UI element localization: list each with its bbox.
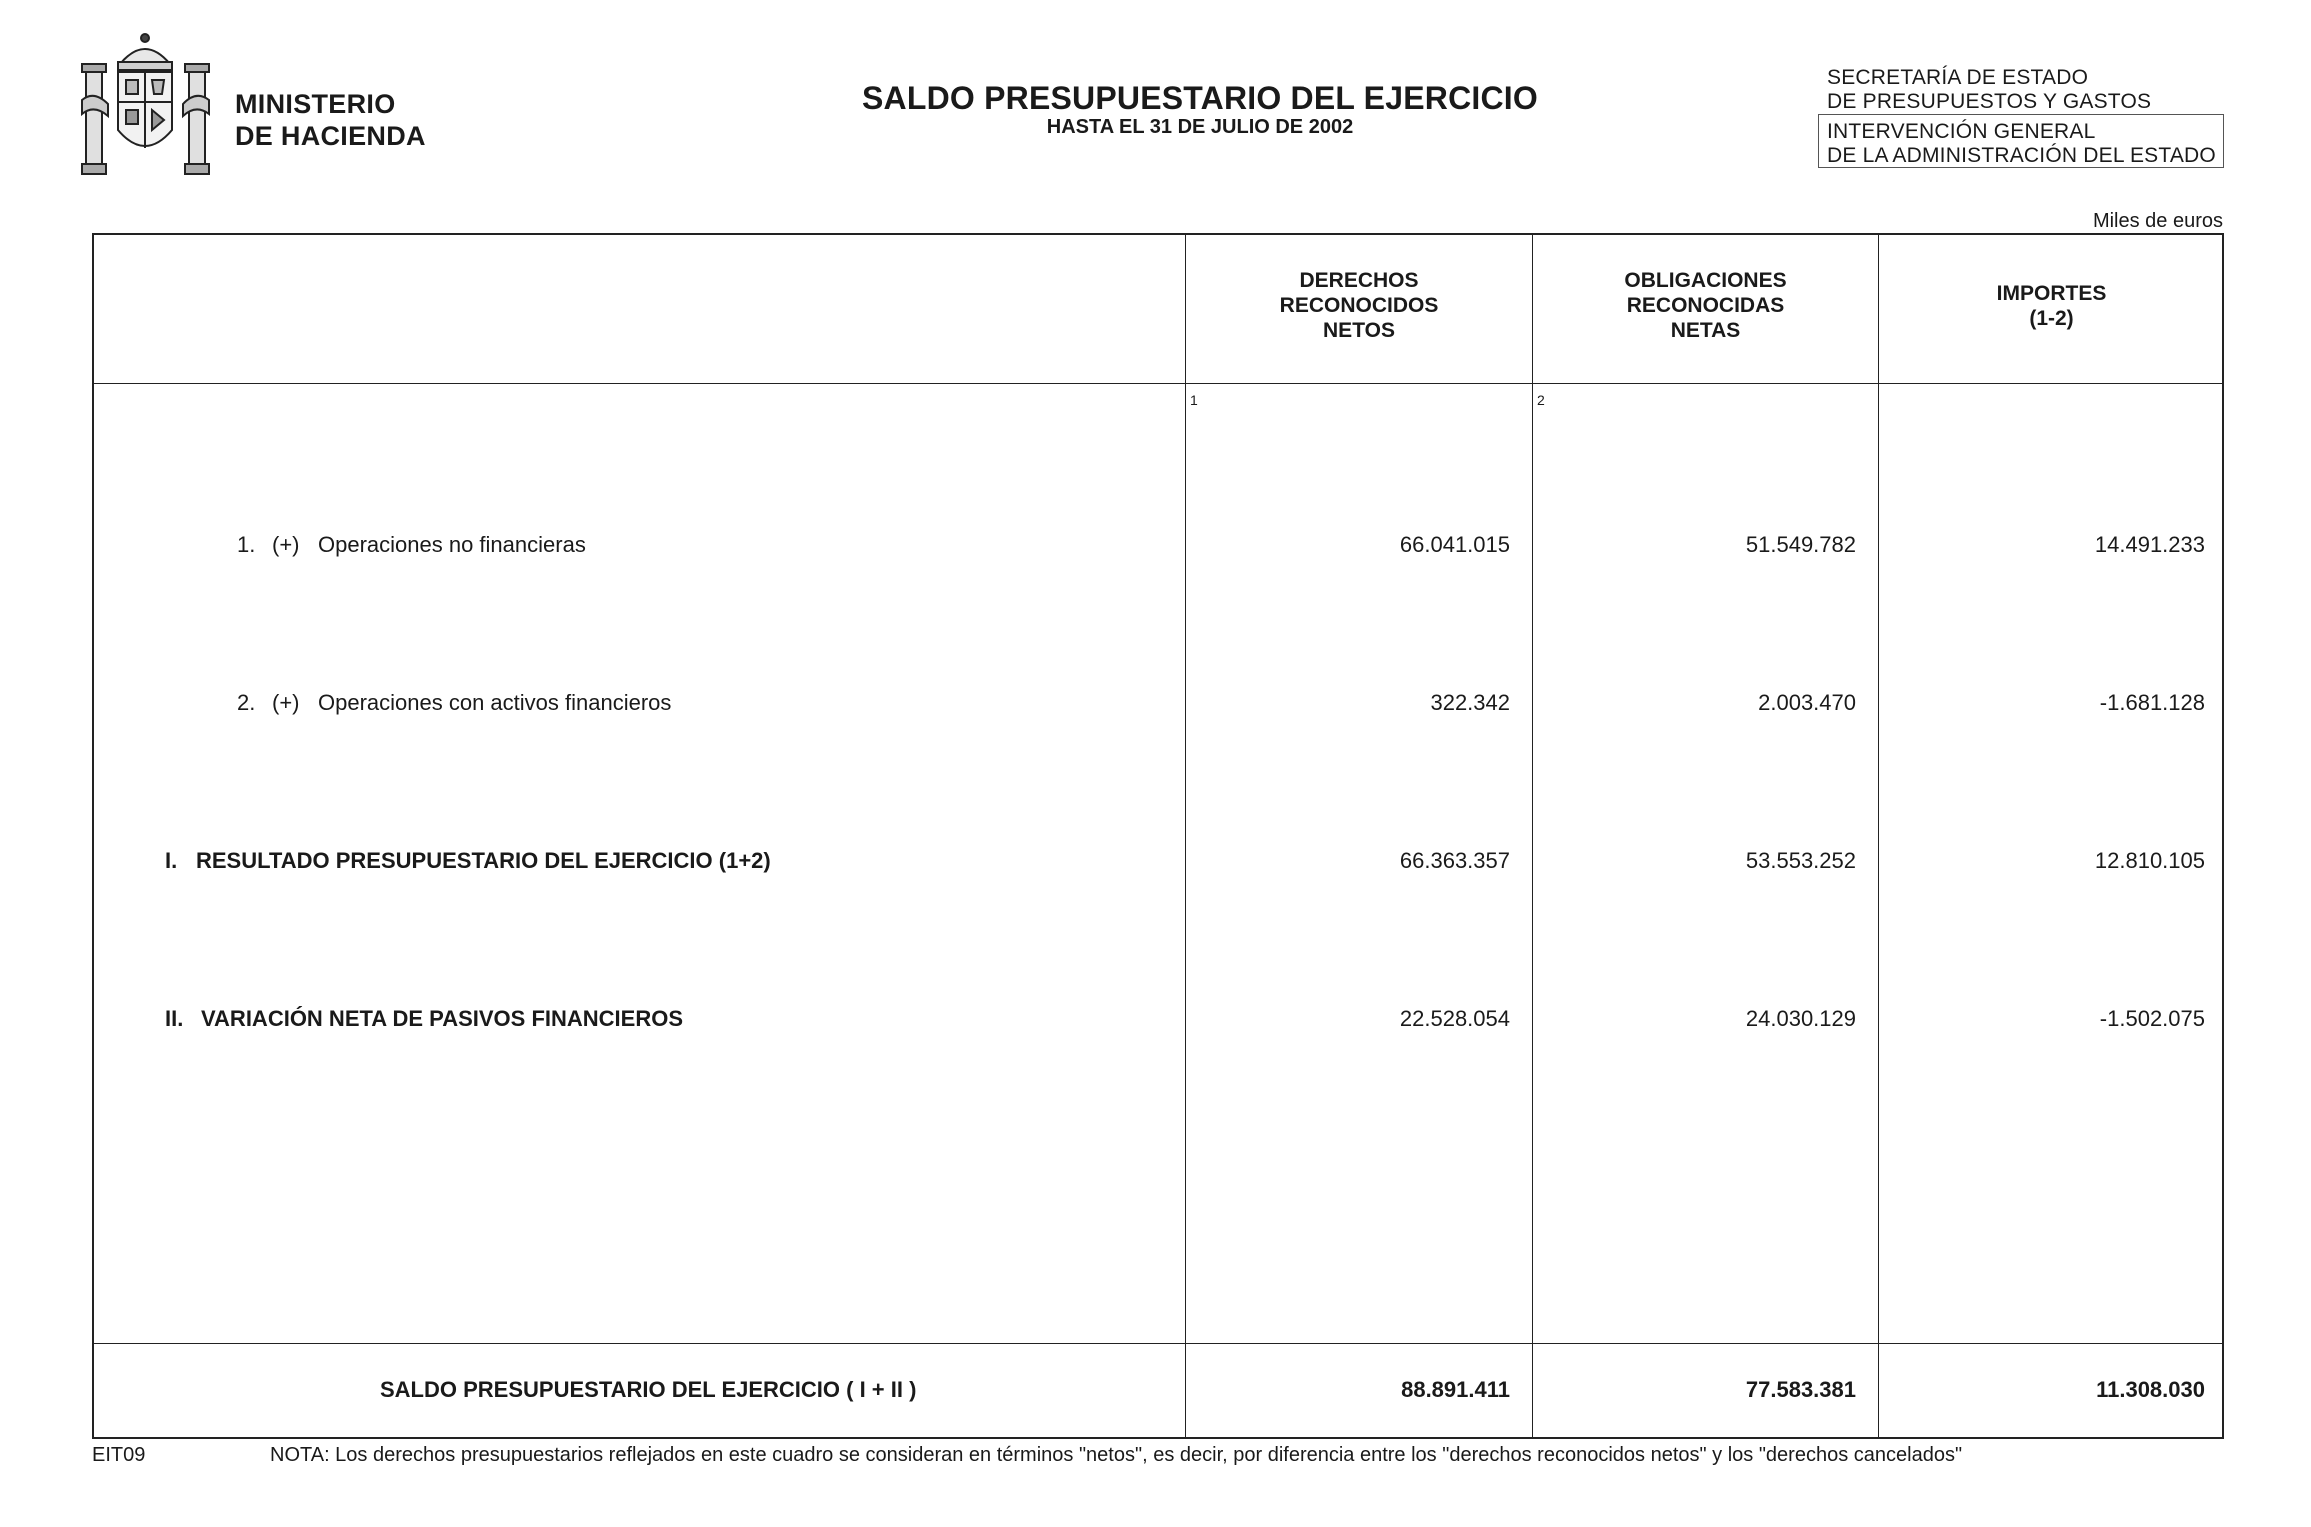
secretaria-line-2: DE PRESUPUESTOS Y GASTOS [1827, 90, 2152, 113]
row-2-obligaciones: 2.003.470 [1758, 690, 1856, 715]
row-ii-index: II. [165, 1006, 184, 1031]
column-header-obligaciones: OBLIGACIONES RECONOCIDAS NETAS [1624, 269, 1787, 342]
column-header-importes: IMPORTES (1-2) [1996, 282, 2107, 330]
total-label: SALDO PRESUPUESTARIO DEL EJERCICIO ( I + II ) [380, 1377, 917, 1402]
coat-of-arms-icon [78, 30, 213, 182]
total-importes: 11.308.030 [2096, 1377, 2205, 1402]
row-ii-importes: -1.502.075 [2099, 1006, 2205, 1031]
total-derechos: 88.891.411 [1401, 1377, 1510, 1402]
column-divider [1878, 233, 1879, 1439]
page-subtitle: HASTA EL 31 DE JULIO DE 2002 [1046, 116, 1354, 138]
column-header-derechos: DERECHOS RECONOCIDOS NETOS [1279, 269, 1439, 342]
row-i-importes: 12.810.105 [2094, 848, 2205, 873]
ministry-line-2: DE HACIENDA [235, 121, 426, 151]
budget-table [92, 233, 2224, 1439]
secretaria-block [1827, 66, 2151, 114]
row-1-sign: (+) [272, 532, 300, 557]
row-2-sign: (+) [272, 690, 300, 715]
column-number-2: 2 [1537, 392, 1545, 408]
row-1-derechos: 66.041.015 [1399, 532, 1510, 557]
column-divider [1532, 233, 1533, 1439]
row-ii-obligaciones: 24.030.129 [1745, 1006, 1856, 1031]
document-code: EIT09 [92, 1444, 146, 1466]
units-label: Miles de euros [2092, 210, 2223, 232]
row-ii-derechos: 22.528.054 [1399, 1006, 1510, 1031]
row-2-label: Operaciones con activos financieros [318, 690, 672, 715]
row-1-importes: 14.491.233 [2094, 532, 2205, 557]
column-number-1: 1 [1190, 392, 1198, 408]
intervencion-line-1: INTERVENCIÓN GENERAL [1827, 120, 2096, 143]
ministry-name [235, 88, 426, 152]
footnote: NOTA: Los derechos presupuestarios reflejados en este cuadro se consideran en términos "netos", es decir, por diferencia entre los "derechos reconocidos netos" y los "derechos cancelados" [270, 1444, 1963, 1466]
row-1-label: Operaciones no financieras [318, 532, 586, 557]
row-ii-label: VARIACIÓN NETA DE PASIVOS FINANCIEROS [201, 1006, 684, 1031]
column-divider [1185, 233, 1186, 1439]
total-divider [92, 1343, 2224, 1344]
row-2-index: 2. [237, 690, 256, 715]
row-i-obligaciones: 53.553.252 [1745, 848, 1856, 873]
row-1-obligaciones: 51.549.782 [1745, 532, 1856, 557]
secretaria-line-1: SECRETARÍA DE ESTADO [1827, 66, 2089, 89]
row-1-index: 1. [237, 532, 256, 557]
row-i-label: RESULTADO PRESUPUESTARIO DEL EJERCICIO (1+2) [196, 848, 771, 873]
header-divider [92, 383, 2224, 384]
ministry-line-1: MINISTERIO [235, 89, 396, 119]
total-obligaciones: 77.583.381 [1745, 1377, 1856, 1402]
intervencion-line-2: DE LA ADMINISTRACIÓN DEL ESTADO [1827, 144, 2216, 167]
row-2-importes: -1.681.128 [2099, 690, 2205, 715]
row-2-derechos: 322.342 [1430, 690, 1510, 715]
intervencion-box [1818, 114, 2224, 168]
row-i-index: I. [165, 848, 178, 873]
row-i-derechos: 66.363.357 [1399, 848, 1510, 873]
page-title: SALDO PRESUPUESTARIO DEL EJERCICIO [862, 80, 1538, 116]
